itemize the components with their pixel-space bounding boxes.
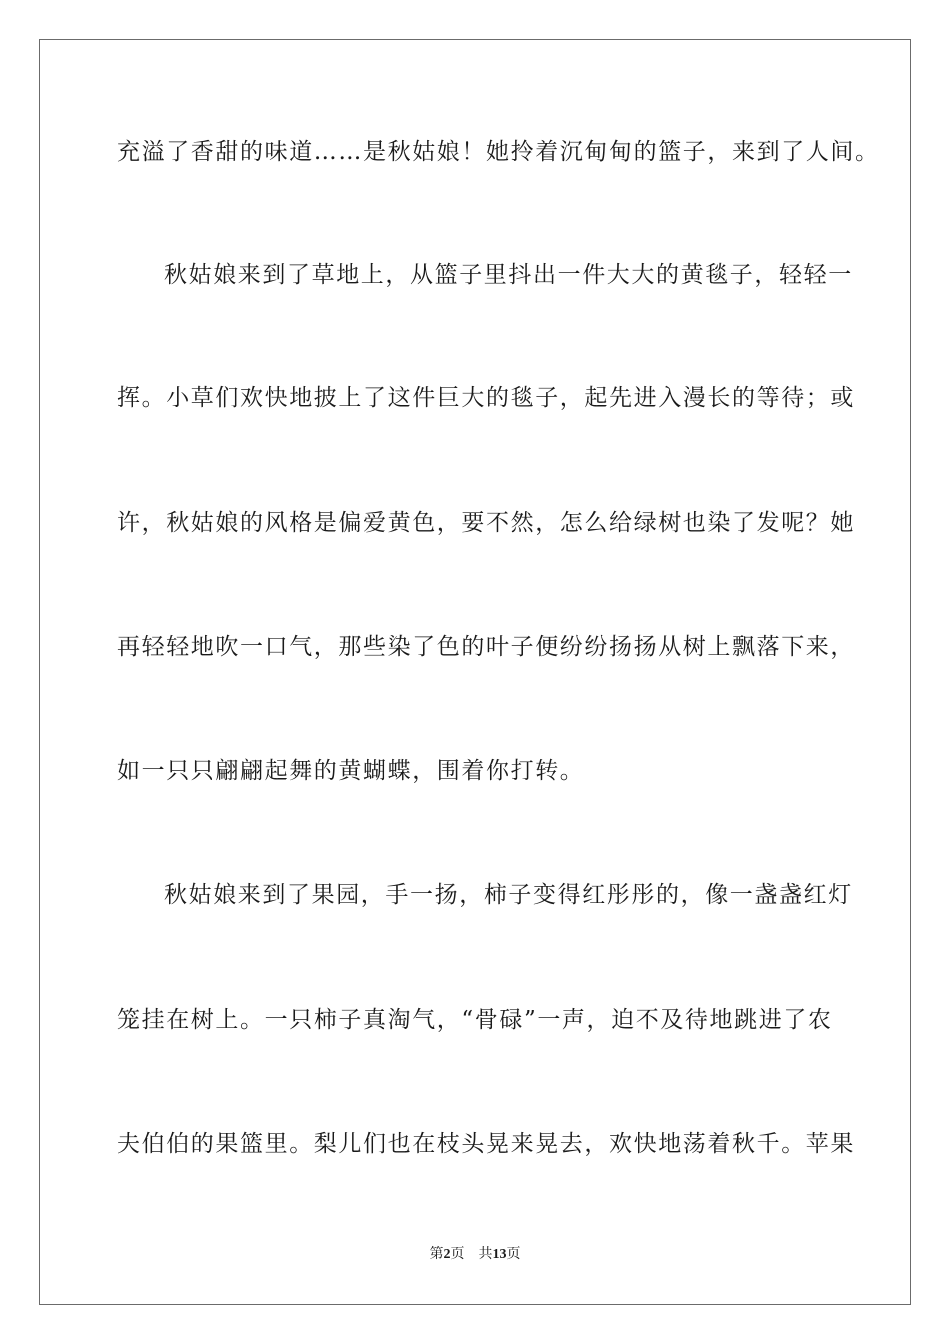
total-prefix: 共 [478, 1247, 493, 1262]
page-number: 2 [443, 1247, 451, 1262]
text-line-6: 如一只只翩翩起舞的黄蝴蝶，围着你打转。 [117, 758, 585, 784]
text-line-9: 夫伯伯的果篮里。梨儿们也在枝头晃来晃去，欢快地荡着秋千。苹果 [117, 1131, 855, 1157]
text-line-4: 许，秋姑娘的风格是偏爱黄色，要不然，怎么给绿树也染了发呢？她 [117, 510, 855, 536]
text-line-5: 再轻轻地吹一口气，那些染了色的叶子便纷纷扬扬从树上飘落下来， [117, 634, 855, 660]
page-footer [0, 1245, 950, 1265]
page-prefix: 第 [429, 1247, 444, 1262]
total-suffix: 页 [506, 1247, 521, 1262]
text-line-3: 挥。小草们欢快地披上了这件巨大的毯子，起先进入漫长的等待；或 [117, 385, 855, 411]
text-line-8: 笼挂在树上。一只柿子真淘气，“骨碌”一声，迫不及待地跳进了农 [117, 1007, 833, 1033]
text-line-1: 充溢了香甜的味道……是秋姑娘！她拎着沉甸甸的篮子，来到了人间。 [117, 139, 880, 165]
text-line-2: 秋姑娘来到了草地上，从篮子里抖出一件大大的黄毯子，轻轻一 [164, 262, 853, 288]
text-line-7: 秋姑娘来到了果园，手一扬，柿子变得红彤彤的，像一盏盏红灯 [164, 882, 853, 908]
page-suffix: 页 [450, 1247, 465, 1262]
page-border [39, 39, 911, 1305]
total-pages: 13 [492, 1247, 507, 1262]
